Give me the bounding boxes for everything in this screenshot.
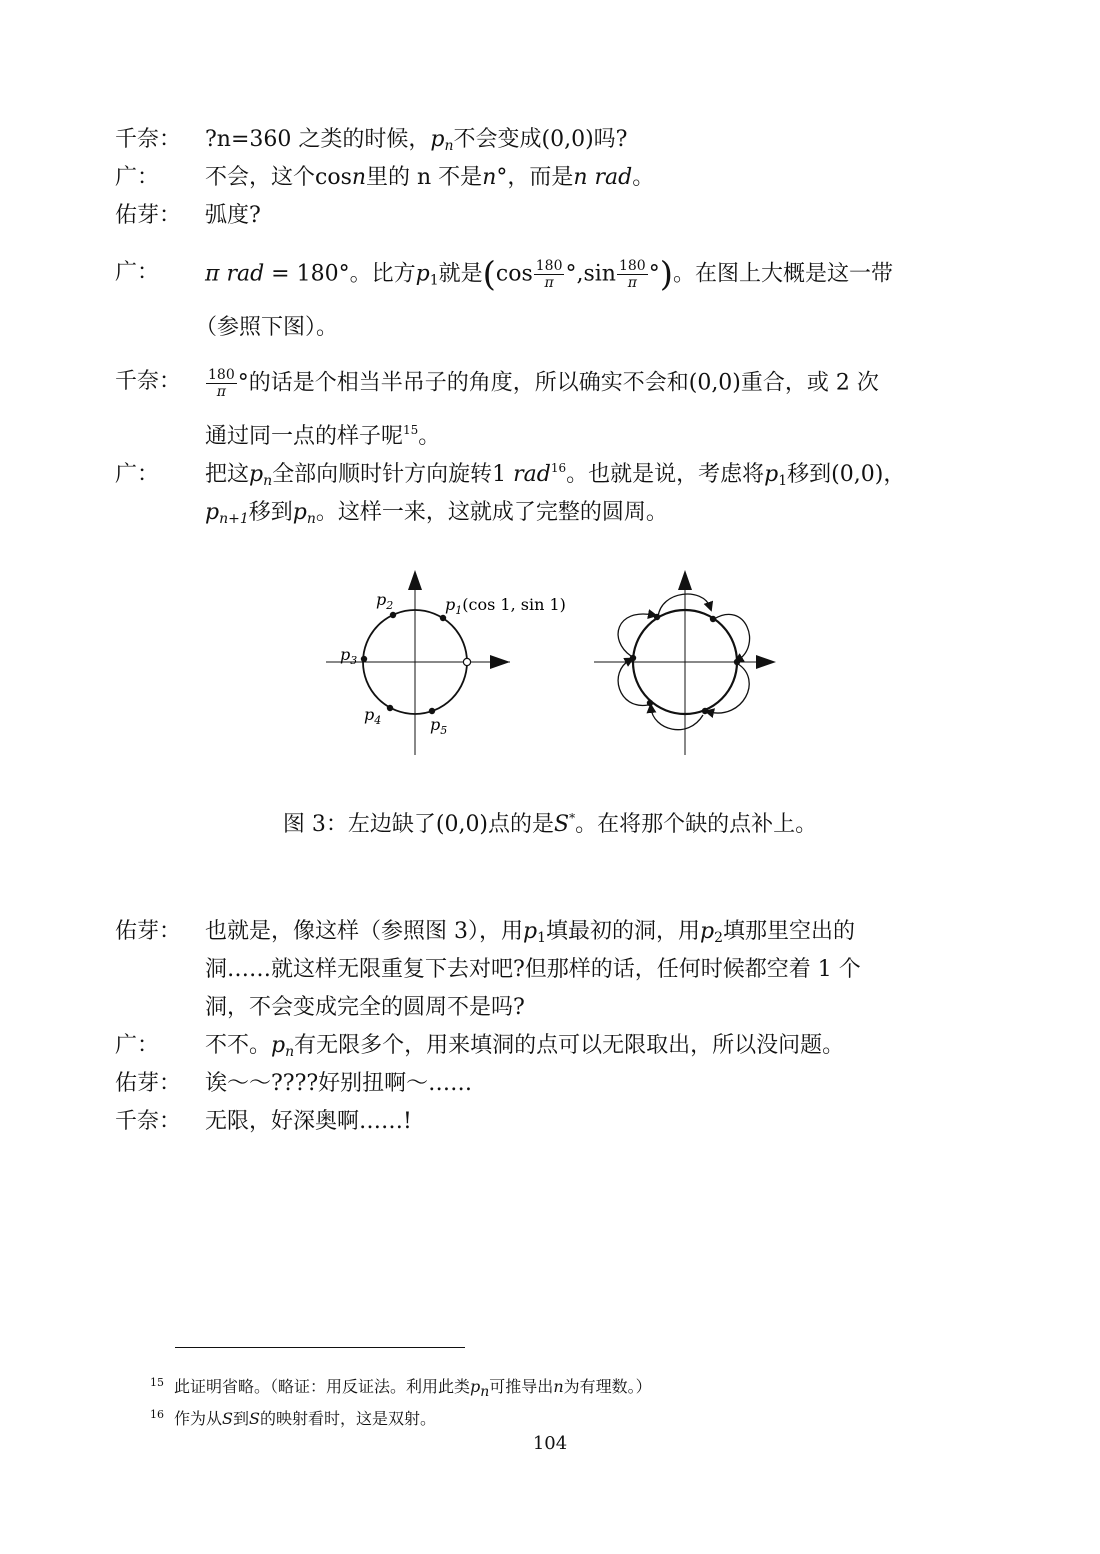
footnote-15: $^{15}$ 此证明省略。（略证：用反证法。利用此类$p_n$可推导出n为有理数。） — [150, 1376, 652, 1400]
dialogue-text: （参照下图）。 — [195, 315, 339, 340]
footnote-16: $^{16}$ 作为从S到S的映射看时，这是双射。 — [150, 1408, 436, 1428]
unit-circle-figure — [318, 560, 788, 760]
footnote-ref[interactable]: 15 — [403, 423, 419, 437]
speaker-label: 广： — [115, 165, 160, 190]
label-p1: $p_1(\cos$ 1, sin 1) — [445, 595, 566, 617]
footnote-ref[interactable]: 16 — [550, 461, 567, 475]
dialogue-text: 通过同一点的样子呢$^{15}$。 — [205, 423, 441, 449]
dialogue-text: 也就是，像这样（参照图 3），用$p_1$填最初的洞，用$p_2$填那里空出的 — [205, 919, 856, 946]
point — [710, 616, 716, 622]
speaker-label: 广： — [115, 462, 160, 487]
y-arrowhead — [408, 570, 422, 590]
dialogue-text: 洞……就这样无限重复下去对吧?但那样的话，任何时候都空着 1 个 — [205, 957, 861, 982]
dialogue-text: 不不。$p_n$有无限多个，用来填洞的点可以无限取出，所以没问题。 — [205, 1033, 845, 1060]
dialogue-text: 不会，这个cosn里的 n 不是n°，而是n rad。 — [205, 165, 655, 190]
speaker-label: 佑芽： — [115, 1071, 182, 1096]
speaker-label: 千奈： — [115, 369, 182, 394]
label-p2: $p_2$ — [376, 590, 394, 612]
label-p5: $p_5$ — [430, 715, 448, 737]
dialogue-text: 无限，好深奥啊……! — [205, 1109, 412, 1134]
y-arrowhead — [678, 570, 692, 590]
speaker-label: 千奈： — [115, 1109, 182, 1134]
speaker-label: 千奈： — [115, 127, 182, 152]
point-p2 — [390, 612, 396, 618]
point — [630, 655, 636, 661]
point-p3 — [361, 656, 367, 662]
point — [734, 659, 740, 665]
dialogue-text: $p_{n+1}$移到$p_n$。这样一来，这就成了完整的圆周。 — [205, 500, 668, 527]
speaker-label: 佑芽： — [115, 919, 182, 944]
x-arrowhead — [756, 655, 776, 669]
dialogue-text: 诶～～????好别扭啊～…… — [205, 1071, 473, 1096]
fraction: $\frac{180}{\pi}$ — [535, 258, 563, 291]
point-p4 — [387, 705, 393, 711]
speaker-label: 广： — [115, 1033, 160, 1058]
label-p3: $p_3$ — [340, 645, 358, 667]
x-arrowhead — [490, 655, 510, 669]
fraction: $\frac{180}{\pi}$ — [618, 258, 646, 291]
dialogue-text: ?n=360 之类的时候，$p_n$不会变成(0,0)吗? — [205, 127, 628, 154]
fraction: $\frac{180}{\pi}$ — [208, 367, 235, 400]
speaker-label: 广： — [115, 260, 160, 285]
point-p1 — [440, 615, 446, 621]
dialogue-text: π rad = 180°。比方$p_1$就是(cos $\frac{180}{\pi}$ °,sin $\frac{180}{\pi}$ °)。在图上大概是这一带 — [205, 254, 893, 295]
speaker-label: 佑芽： — [115, 203, 182, 228]
right-diagram — [594, 570, 776, 755]
dialogue-text: 弧度? — [205, 203, 261, 228]
point — [654, 614, 660, 620]
footnote-divider — [175, 1347, 465, 1348]
left-diagram — [326, 570, 566, 755]
point — [702, 708, 708, 714]
label-p4: $p_4$ — [364, 705, 382, 727]
point — [647, 700, 653, 706]
dialogue-text: 把这$p_n$全部向顺时针方向旋转1 rad$^{16}$。也就是说，考虑将$p_1$移到(0,0)， — [205, 461, 906, 489]
dialogue-text: $\frac{180}{\pi}$ °的话是个相当半吊子的角度，所以确实不会和(0,0)重合，或 2 次 — [208, 367, 879, 400]
dialogue-text: 洞，不会变成完全的圆周不是吗? — [205, 995, 525, 1020]
page-number: 104 — [532, 1433, 568, 1454]
figure-caption: 图 3：左边缺了(0,0)点的是S*。在将那个缺的点补上。 — [282, 811, 818, 837]
missing-point-origin-0 — [463, 658, 470, 665]
point-p5 — [429, 708, 435, 714]
